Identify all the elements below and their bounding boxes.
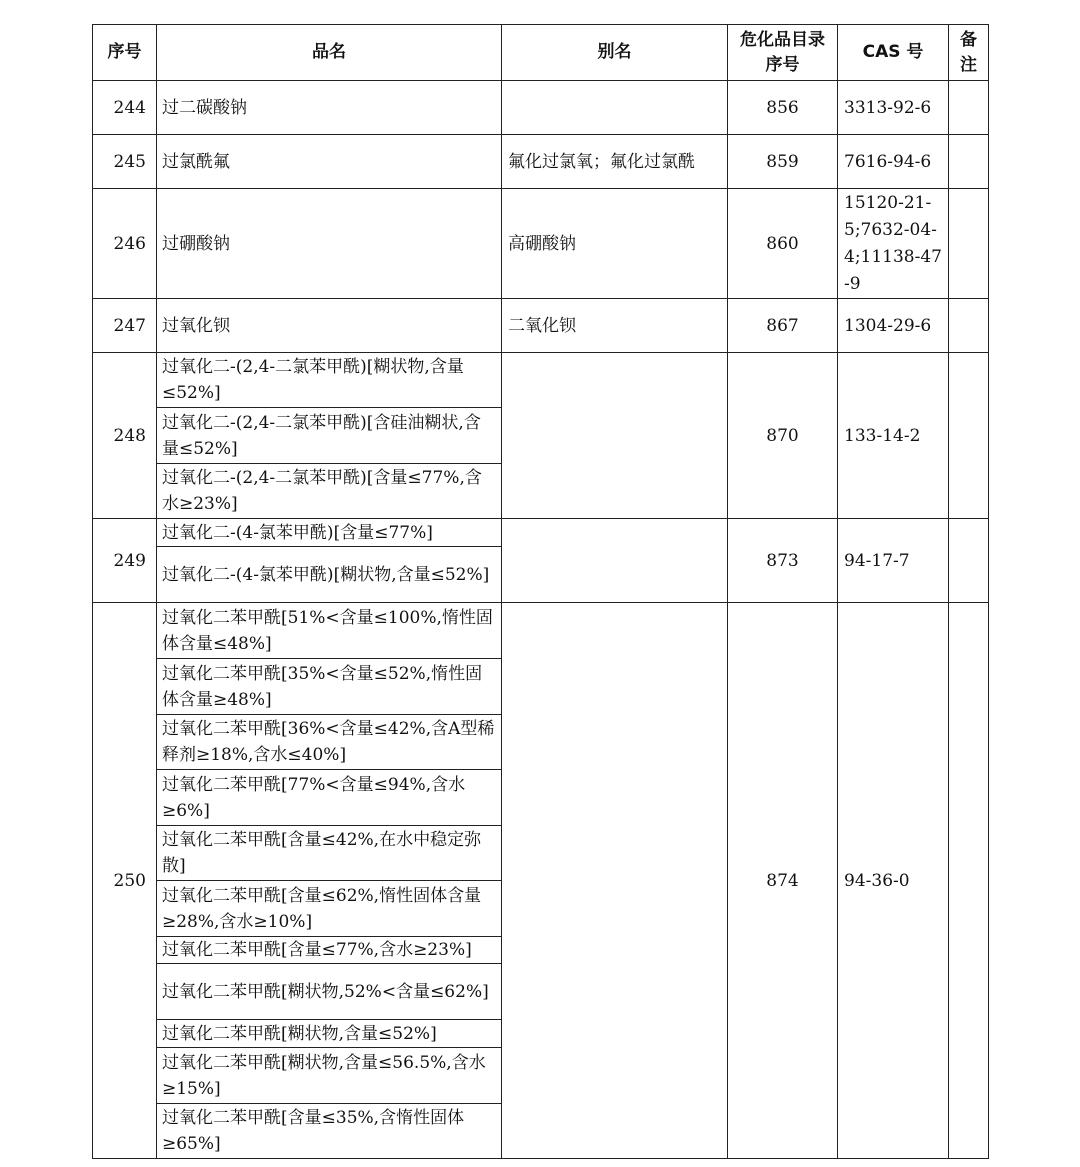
- cell-name: 过氧化二-(2,4-二氯苯甲酰)[含硅油糊状,含量≤52%]: [157, 408, 502, 464]
- cell-catalog: 856: [728, 81, 838, 135]
- cell-name: 过氧化二-(4-氯苯甲酰)[含量≤77%]: [157, 519, 502, 547]
- cell-alias: 高硼酸钠: [502, 189, 728, 299]
- cell-note: [949, 81, 989, 135]
- cell-alias: 二氧化钡: [502, 299, 728, 353]
- cell-catalog: 860: [728, 189, 838, 299]
- cell-note: [949, 353, 989, 519]
- cell-note: [949, 519, 989, 603]
- header-cas: CAS 号: [838, 25, 949, 81]
- cell-name: 过氧化二苯甲酰[糊状物,52%<含量≤62%]: [157, 964, 502, 1020]
- cell-note: [949, 189, 989, 299]
- cell-name: 过氧化钡: [157, 299, 502, 353]
- cell-note: [949, 135, 989, 189]
- header-seq: 序号: [93, 25, 157, 81]
- cell-seq: 250: [93, 603, 157, 1159]
- header-name: 品名: [157, 25, 502, 81]
- cell-cas: 1304-29-6: [838, 299, 949, 353]
- cell-name: 过氧化二苯甲酰[糊状物,含量≤56.5%,含水≥15%]: [157, 1048, 502, 1104]
- header-catalog: 危化品目录序号: [728, 25, 838, 81]
- header-note: 备注: [949, 25, 989, 81]
- cell-cas: 7616-94-6: [838, 135, 949, 189]
- table-row: [93, 353, 989, 408]
- table-row: [93, 135, 989, 189]
- cell-catalog: 867: [728, 299, 838, 353]
- cell-name: 过氧化二苯甲酰[含量≤42%,在水中稳定弥散]: [157, 826, 502, 881]
- chemicals-table: [92, 24, 989, 1159]
- cell-seq: 247: [93, 299, 157, 353]
- cell-name: 过氧化二苯甲酰[含量≤35%,含惰性固体≥65%]: [157, 1104, 502, 1159]
- cell-name: 过氧化二苯甲酰[糊状物,含量≤52%]: [157, 1020, 502, 1048]
- cell-alias: 氟化过氯氧；氟化过氯酰: [502, 135, 728, 189]
- cell-alias: [502, 81, 728, 135]
- cell-catalog: 870: [728, 353, 838, 519]
- cell-seq: 248: [93, 353, 157, 519]
- header-alias: 别名: [502, 25, 728, 81]
- cell-name: 过氧化二-(2,4-二氯苯甲酰)[含量≤77%,含水≥23%]: [157, 464, 502, 519]
- cell-seq: 246: [93, 189, 157, 299]
- table-row: [93, 81, 989, 135]
- cell-seq: 249: [93, 519, 157, 603]
- cell-cas: 94-17-7: [838, 519, 949, 603]
- cell-name: 过氧化二苯甲酰[77%<含量≤94%,含水≥6%]: [157, 770, 502, 826]
- cell-alias: [502, 519, 728, 603]
- cell-name: 过氧化二苯甲酰[含量≤62%,惰性固体含量≥28%,含水≥10%]: [157, 881, 502, 937]
- table-row: [93, 603, 989, 659]
- cell-name: 过氧化二苯甲酰[36%<含量≤42%,含A型稀释剂≥18%,含水≤40%]: [157, 715, 502, 770]
- cell-name: 过硼酸钠: [157, 189, 502, 299]
- cell-alias: [502, 353, 728, 519]
- cell-note: [949, 299, 989, 353]
- table-body: [93, 81, 989, 1159]
- cell-alias: [502, 603, 728, 1159]
- cell-name: 过氧化二-(2,4-二氯苯甲酰)[糊状物,含量≤52%]: [157, 353, 502, 408]
- table-row: [93, 519, 989, 547]
- cell-cas: 3313-92-6: [838, 81, 949, 135]
- cell-cas: 94-36-0: [838, 603, 949, 1159]
- table-row: [93, 189, 989, 299]
- cell-seq: 244: [93, 81, 157, 135]
- table-row: [93, 299, 989, 353]
- cell-catalog: 859: [728, 135, 838, 189]
- cell-seq: 245: [93, 135, 157, 189]
- cell-name: 过氯酰氟: [157, 135, 502, 189]
- cell-name: 过氧化二苯甲酰[35%<含量≤52%,惰性固体含量≥48%]: [157, 659, 502, 715]
- cell-note: [949, 603, 989, 1159]
- header-row: [93, 25, 989, 81]
- cell-cas: 15120-21-5;7632-04-4;11138-47-9: [838, 189, 949, 299]
- cell-catalog: 873: [728, 519, 838, 603]
- cell-catalog: 874: [728, 603, 838, 1159]
- cell-name: 过氧化二苯甲酰[51%<含量≤100%,惰性固体含量≤48%]: [157, 603, 502, 659]
- cell-name: 过二碳酸钠: [157, 81, 502, 135]
- cell-name: 过氧化二苯甲酰[含量≤77%,含水≥23%]: [157, 937, 502, 964]
- cell-cas: 133-14-2: [838, 353, 949, 519]
- cell-name: 过氧化二-(4-氯苯甲酰)[糊状物,含量≤52%]: [157, 547, 502, 603]
